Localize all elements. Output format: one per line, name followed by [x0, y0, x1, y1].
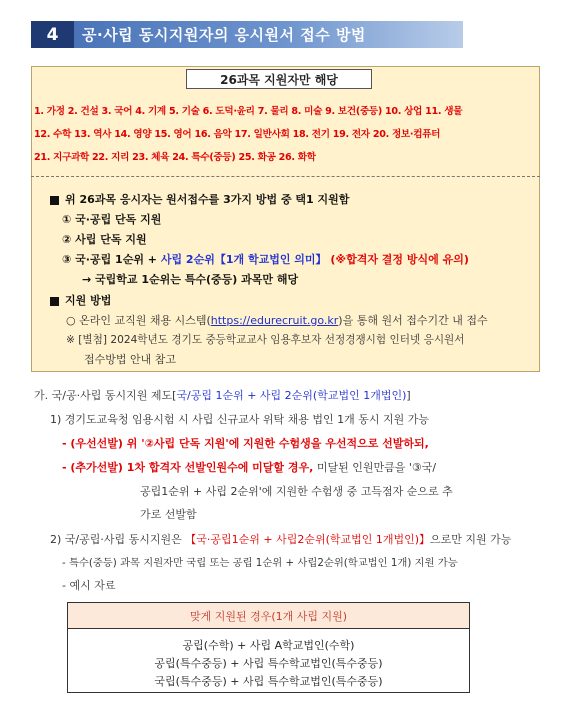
paragraph-1b-cont-2: 가로 선발함 [140, 508, 197, 521]
subject-list-line-3: 21. 지구과학 22. 지리 23. 체육 24. 특수(중등) 25. 화공 26. 화학 [34, 152, 316, 163]
p2-text-c: 으로만 지원 가능 [430, 533, 512, 546]
paragraph-1b [62, 459, 436, 475]
subject-list-line-2: 12. 수학 13. 역사 14. 영양 15. 영어 16. 음악 17. 일반사회 18. 전기 19. 전자 20. 정보·컴퓨터 [34, 129, 441, 140]
subject-list-line-1: 1. 가정 2. 건설 3. 국어 4. 기계 5. 기술 6. 도덕·윤리 7. 물리 8. 미술 9. 보건(중등) 10. 상업 11. 생물 [34, 106, 463, 117]
option-2-text: 사립 단독 지원 [75, 233, 147, 246]
method-line-1-a: ○ 온라인 교직원 채용 시스템( [66, 314, 211, 327]
paragraph-1b-cont: 공립1순위 + 사립 2순위'에 지원한 수험생 중 고득점자 순으로 추 [140, 485, 453, 498]
p2-text-a: 2) 국/공립·사립 동시지원은 [50, 533, 186, 546]
option-1 [62, 211, 161, 227]
method-title-text: 지원 방법 [65, 294, 112, 307]
p1b-text-b: 미달된 인원만큼을 '③국/ [313, 461, 437, 474]
method-line-3: 접수방법 안내 참고 [84, 353, 177, 366]
paragraph-ga [34, 387, 411, 403]
paragraph-2 [50, 531, 511, 547]
method-line-1 [66, 312, 488, 328]
method-title [50, 292, 111, 308]
dashed-divider [31, 176, 540, 177]
option-3-note: → 국립학교 1순위는 특수(중등) 과목만 해당 [82, 273, 299, 286]
notice-subheader: 26과목 지원자만 해당 [186, 69, 372, 89]
method-line-1-b: )을 통해 원서 접수기간 내 접수 [338, 314, 488, 327]
table-row: 국립(특수중등) + 사립 특수학교법인(특수중등) [154, 675, 383, 688]
p2-text-b: 【국·공립1순위 + 사립2순위(학교법인 1개법인)】 [185, 533, 431, 546]
option-2 [62, 231, 147, 247]
p1b-text-a: - (추가선발) 1차 합격자 선발인원수에 미달할 경우, [62, 461, 314, 474]
paragraph-1a: - (우선선발) 위 '②사립 단독 지원'에 지원한 수험생을 우선적으로 선발하되, [62, 437, 429, 450]
ga-text-c: ] [406, 389, 411, 402]
option-1-text: 국·공립 단독 지원 [75, 213, 162, 226]
option-3-caution: (※합격자 결정 방식에 유의) [330, 253, 469, 266]
section-title: 공·사립 동시지원자의 응시원서 접수 방법 [74, 21, 463, 48]
option-3-number: ③ [62, 253, 72, 266]
option-3-text-a: 국·공립 1순위 + [75, 253, 161, 266]
square-bullet-icon [50, 297, 59, 306]
ga-text-a: 가. 국/공·사립 동시지원 제도[ [34, 389, 177, 402]
rule-intro [50, 191, 349, 207]
section-number: 4 [31, 21, 74, 48]
square-bullet-icon [50, 196, 59, 205]
option-2-number: ② [62, 233, 72, 246]
paragraph-2a: - 특수(중등) 과목 지원자만 국립 또는 공립 1순위 + 사립2순위(학교법인 1개) 지원 가능 [62, 557, 458, 569]
table-row: 공립(특수중등) + 사립 특수학교법인(특수중등) [154, 657, 383, 670]
paragraph-1: 1) 경기도교육청 임용시험 시 사립 신규교사 위탁 채용 법인 1개 동시 지원 가능 [50, 413, 430, 426]
ga-text-b: 국/공립 1순위 + 사립 2순위(학교법인 1개법인) [176, 389, 407, 402]
option-3 [62, 251, 469, 267]
option-1-number: ① [62, 213, 72, 226]
paragraph-2b: - 예시 자료 [62, 579, 116, 592]
method-line-2: ※ [별첨] 2024학년도 경기도 중등학교교사 임용후보자 선정경쟁시험 인터넷 응시원서 [66, 334, 465, 346]
option-3-text-b: 사립 2순위【1개 학교법인 의미】 [160, 253, 327, 266]
table-row: 공립(수학) + 사립 A학교법인(수학) [182, 639, 355, 652]
example-table-header: 맞게 지원된 경우(1개 사립 지원) [68, 603, 469, 629]
edurecruit-link[interactable]: https://edurecruit.go.kr [210, 314, 339, 327]
rule-intro-text: 위 26과목 응시자는 원서접수를 3가지 방법 중 택1 지원함 [65, 193, 350, 206]
